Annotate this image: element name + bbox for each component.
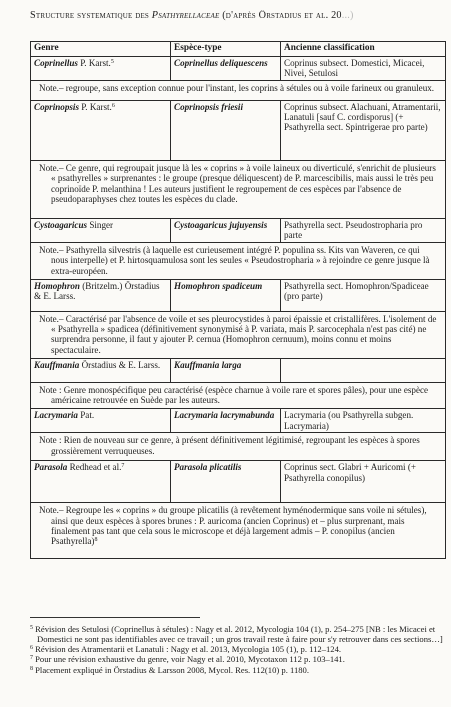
- old-classification-cell: [281, 358, 446, 382]
- title-faded: ...): [341, 10, 354, 21]
- genus-authority: Redhead et al.: [67, 462, 122, 473]
- genus-note: [31, 433, 446, 461]
- col-header-genre: Genre: [31, 42, 171, 57]
- old-classification-cell: [281, 279, 446, 311]
- type-species-cell: [171, 358, 281, 382]
- genus-cell: [31, 358, 171, 382]
- note-row: [31, 382, 446, 409]
- note-text: Note.– Psathyrella silvestris (à laquelle est curieusement intégré P. populina ss. Kits van Waveren, ce qui nous interpelle) et P. hirtosquamulosa sont les seules « Pseudostropharia » à rejoindre ce genre jusque là extra-européen.: [39, 245, 430, 276]
- table-header-row: [31, 42, 446, 57]
- footnote: [30, 665, 448, 675]
- footnote-text: Pour une révision exhaustive du genre, voir Nagy et al. 2010, Mycotaxon 112 p. 103–141.: [35, 654, 345, 665]
- genus-note: [31, 161, 446, 219]
- type-species-cell: [171, 461, 281, 503]
- footnote: [30, 654, 448, 664]
- note-text: Note : Genre monospécifique peu caractérisé (espèce charnue à voile rare et spores pâles), pour une espèce américaine retrouvée en Suède par les auteurs.: [39, 384, 429, 406]
- genus-note: [31, 382, 446, 409]
- old-classification: Coprinus subsect. Alachuani, Atramentarii, Lanatuli [sauf C. cordisporus] (+ Psathyrella sect. Spintrigerae pro parte): [284, 102, 441, 133]
- table-row: [31, 219, 446, 243]
- title-family: Psathyrellaceae: [151, 10, 220, 21]
- footnote-text: Révision des Setulosi (Coprinellus à sétules) : Nagy et al. 2012, Mycologia 104 (1), p. 254–275 [NB : les Micacei et Domestici ne sont pas identifiables avec ce travail ; un gros travail reste à faire pour s'y retrouver dans ces sections…]: [35, 624, 443, 645]
- genus-authority: (Britzelm.) Örstadius & E. Larss.: [34, 280, 160, 301]
- genus-cell: [31, 57, 171, 81]
- table-row: [31, 409, 446, 433]
- old-classification-cell: [281, 101, 446, 161]
- genus-name: Parasola: [34, 462, 68, 473]
- genus-authority: Singer: [87, 220, 114, 230]
- footnote-text: Placement expliqué in Örstadius & Larsson 2008, Mycol. Res. 112(10) p. 1180.: [35, 664, 310, 675]
- note-row: [31, 311, 446, 358]
- type-species: Kauffmania larga: [174, 359, 242, 370]
- genus-note: [31, 311, 446, 358]
- old-classification-cell: [281, 219, 446, 243]
- note-text: Note.– regroupe, sans exception connue pour l'instant, les coprins à sétules ou à voile farineux ou granuleux.: [39, 83, 435, 93]
- note-row: [31, 433, 446, 461]
- table-row: [31, 461, 446, 503]
- genus-name: Lacrymaria: [34, 410, 78, 421]
- genus-cell: [31, 461, 171, 503]
- type-species: Coprinopsis friesii: [174, 102, 243, 112]
- type-species-cell: [171, 101, 281, 161]
- note-text: Note.– Caractérisé par l'absence de voile et ses pleurocystides à paroi épaissie et cristallifères. L'isolement de « Psathyrella » spadicea (définitivement synonymisé à P. variata, mais P. sarcocephala n'est pas cité) ne surprendra personne, il faut y ajouter P. cernua (Homophron cernuum), moins connu et moins spectaculaire.: [39, 313, 437, 355]
- old-classification: Lacrymaria (ou Psathyrella subgen. Lacrymaria): [284, 410, 414, 431]
- footnotes: [30, 624, 448, 675]
- type-species: Parasola plicatilis: [174, 462, 242, 473]
- genus-name: Homophron: [34, 280, 80, 291]
- type-species: Homophron spadiceum: [174, 280, 263, 291]
- type-species: Lacrymaria lacrymabunda: [174, 410, 275, 421]
- old-classification: Psathyrella sect. Pseudostropharia pro parte: [284, 220, 423, 241]
- footnote-ref: 5: [110, 59, 114, 65]
- genus-note: [31, 243, 446, 280]
- type-species-cell: [171, 409, 281, 433]
- old-classification: Coprinus subsect. Domestici, Micacei, Nivei, Setulosi: [284, 58, 425, 79]
- note-text: Note.– Regroupe les « coprins » du groupe plicatilis (à revêtement hyménodermique sans voile ni sétules), ainsi que deux espèces à spores brunes : P. auricoma (ancien Coprinus) et – plus surprenant, mais finalement pas tant que cela sous le microscope et déjà largement admis – P. conopilus (ancien Psathyrella): [39, 505, 427, 547]
- old-classification: Coprinus sect. Glabri + Auricomi (+ Psathyrella conopilus): [284, 462, 416, 483]
- col-header-espece-type: Espèce-type: [171, 42, 281, 57]
- genus-authority: Pat.: [77, 410, 95, 421]
- type-species: Cystoagaricus jujuyensis: [174, 220, 268, 230]
- genus-authority: P. Karst.: [78, 102, 112, 112]
- old-classification-cell: [281, 57, 446, 81]
- title-suffix: (d'après Örstadius et al. 20: [219, 10, 342, 21]
- old-classification-cell: [281, 461, 446, 503]
- col-header-ancienne-classification: Ancienne classification: [281, 42, 446, 57]
- footnote-number: 6: [30, 645, 33, 652]
- page-title: [30, 10, 450, 21]
- genus-cell: [31, 409, 171, 433]
- genus-cell: [31, 101, 171, 161]
- table-row: [31, 101, 446, 161]
- table-row: [31, 358, 446, 382]
- footnote-ref: 7: [121, 463, 125, 470]
- footnote-number: 5: [30, 625, 33, 631]
- type-species-cell: [171, 279, 281, 311]
- note-text: Note : Rien de nouveau sur ce genre, à présent définitivement légitimisé, regroupant les espèces à spores grossièrement verruqueuses.: [39, 435, 420, 456]
- type-species-cell: [171, 219, 281, 243]
- systematics-table: [30, 41, 446, 559]
- footnote-ref: 8: [94, 537, 98, 544]
- note-text: Note.– Ce genre, qui regroupait jusque là les « coprins » à voile laineux ou diverticulé, s'enrichit de plusieurs « psathyrelles » surprenantes : le groupe (presque déliquescent) de P. marcescibilis, mais aussi le très peu coprinoïde P. melanthina ! Les auteurs justifient le regroupement de ces espèces par l'absence de pseudoparaphyses chez toutes les espèces du clade.: [39, 163, 436, 204]
- note-row: [31, 503, 446, 559]
- genus-name: Cystoagaricus: [34, 220, 88, 230]
- note-row: [31, 243, 446, 280]
- genus-note: [31, 503, 446, 559]
- table-row: [31, 279, 446, 311]
- genus-name: Coprinellus: [34, 58, 78, 68]
- type-species-cell: [171, 57, 281, 81]
- genus-authority: P. Karst.: [77, 58, 111, 68]
- genus-cell: [31, 279, 171, 311]
- footnote-number: 7: [30, 655, 33, 662]
- footnote: [30, 644, 448, 654]
- note-row: [31, 161, 446, 219]
- old-classification: Psathyrella sect. Homophron/Spadiceae (pro parte): [284, 280, 429, 301]
- genus-cell: [31, 219, 171, 243]
- footnote-text: Révision des Atramentarii et Lanatuli : Nagy et al. 2013, Mycologia 105 (1), p. 112–124.: [35, 644, 342, 655]
- note-row: [31, 81, 446, 101]
- genus-note: [31, 81, 446, 101]
- genus-name: Coprinopsis: [34, 102, 79, 112]
- footnote-number: 8: [30, 665, 33, 672]
- footnote-rule: [30, 617, 200, 618]
- old-classification-cell: [281, 409, 446, 433]
- title-prefix: Structure systematique des: [30, 10, 152, 21]
- genus-name: Kauffmania: [34, 359, 80, 370]
- type-species: Coprinellus deliquescens: [174, 58, 268, 68]
- footnote: [30, 624, 448, 644]
- table-row: [31, 57, 446, 81]
- genus-authority: Örstadius & E. Larss.: [79, 359, 161, 370]
- footnote-ref: 6: [111, 103, 115, 109]
